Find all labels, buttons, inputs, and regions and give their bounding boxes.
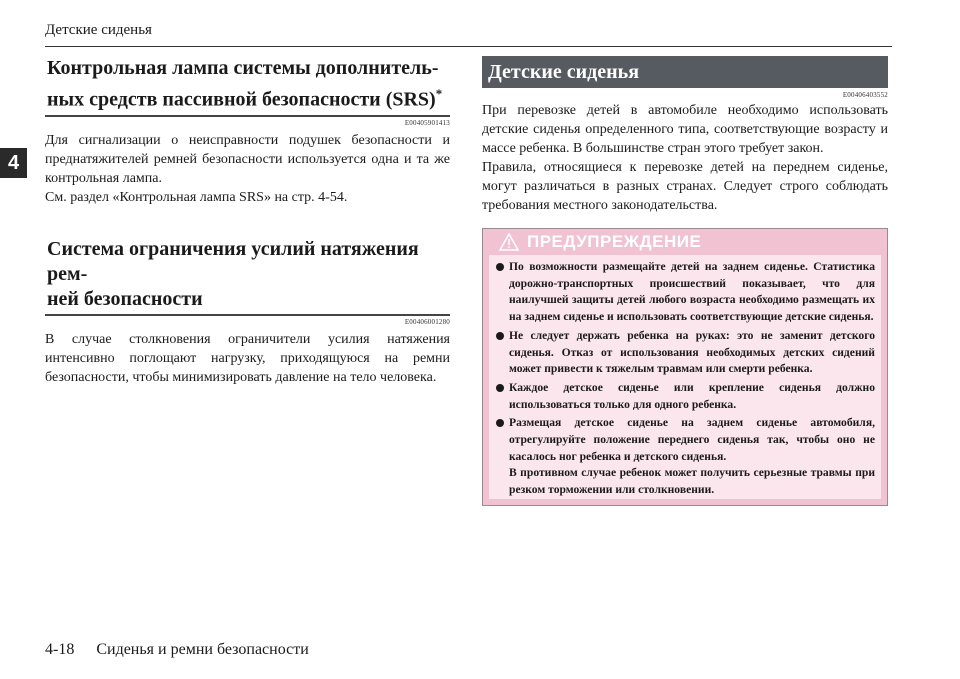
title-asterisk: * [435, 86, 443, 101]
right-column [482, 56, 888, 215]
left-column [45, 56, 450, 387]
warning-item [495, 328, 875, 378]
warning-item [495, 259, 875, 326]
warning-body [489, 255, 881, 499]
warning-item [495, 380, 875, 413]
bullet-icon [496, 263, 504, 271]
page-footer [45, 641, 309, 659]
warning-extra: В противном случае ребенок может получить серьезные травмы при резком торможении или столкновении. [509, 466, 875, 497]
section-heading-srs [45, 56, 450, 117]
paragraph: В случае столкновения ограничители усилия натяжения интенсивно поглощают нагрузку, приходящуюся на ремни безопасности, чтобы минимизировать давление на тело человека. [45, 331, 450, 385]
section-title-band: Детские сиденья [482, 56, 888, 88]
running-header: Детские сиденья [45, 22, 152, 38]
bullet-icon [496, 419, 504, 427]
section-title-limiters [47, 237, 450, 312]
bullet-icon [496, 332, 504, 340]
warning-item-text: Не следует держать ребенка на руках: это не заменит детского сиденья. Отказ от использования необходимых детских сидений может привести к тяжелым травмам или смерти ребенка. [509, 328, 875, 376]
title-line-1: Система ограничения усилий натяжения рем- [47, 237, 419, 285]
paragraph: При перевозке детей в автомобиле необходимо использовать детские сиденья определенного типа, соответствующие возрасту и массе ребенка. В большинстве стран этого требует закон. [482, 103, 888, 156]
title-line-1: Контрольная лампа системы дополнитель- [47, 57, 439, 79]
doc-code: E00406001280 [404, 317, 450, 326]
warning-header [483, 229, 887, 255]
title-line-2: ных средств пассивной безопасности (SRS) [47, 88, 436, 111]
warning-item-text: Каждое детское сиденье или крепление сиденья должно использоваться только для одного ребенка. [509, 380, 875, 411]
warning-box [482, 228, 888, 506]
paragraph: Правила, относящиеся к перевозке детей на переднем сиденье, могут различаться в разных странах. Следует строго соблюдать требования местного законодательства. [482, 160, 888, 213]
section-title-srs [47, 56, 450, 113]
doc-code: E00406403552 [842, 91, 888, 99]
section-heading-limiters [45, 237, 450, 316]
paragraph: См. раздел «Контрольная лампа SRS» на стр. 4-54. [45, 189, 348, 205]
warning-item [495, 415, 875, 465]
warning-item-text: Размещая детское сиденье на заднем сиденье автомобиля, отрегулируйте положение переднего сиденья так, чтобы оно не касалось ног ребенка и детского сиденья. [509, 416, 875, 463]
title-line-2: ней безопасности [47, 287, 203, 310]
footer-section: Сиденья и ремни безопасности [96, 641, 309, 658]
bullet-icon [496, 384, 504, 392]
paragraph: Для сигнализации о неисправности подушек безопасности и преднатяжителей ремней безопасности используется одна и та же контрольная лампа. [45, 132, 450, 186]
doc-code: E00405901413 [404, 118, 450, 127]
chapter-tab: 4 [0, 148, 27, 178]
warning-item-text: По возможности размещайте детей на заднем сиденье. Статистика дорожно-транспортных происшествий показывает, что для наилучшей защиты детей любого возраста необходимо размещать их на заднем сиденье и использовать соответствующие детские сиденья. [509, 260, 875, 324]
header-rule [45, 46, 892, 47]
warning-label: ПРЕДУПРЕЖДЕНИЕ [527, 232, 702, 251]
page-number: 4-18 [45, 641, 75, 658]
warning-triangle-icon [499, 233, 519, 251]
